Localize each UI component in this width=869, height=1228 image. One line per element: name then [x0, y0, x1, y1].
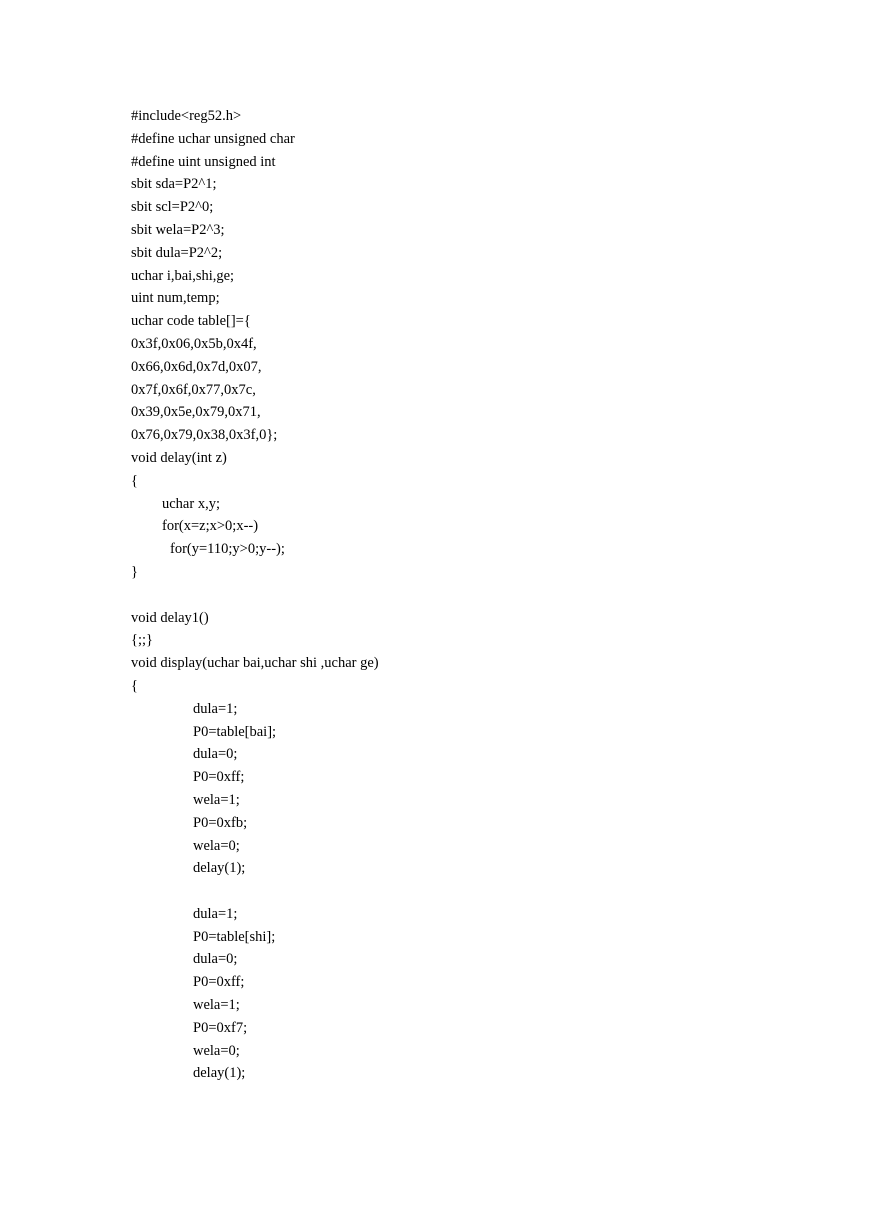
code-line: sbit sda=P2^1;: [131, 176, 217, 193]
code-line: 0x3f,0x06,0x5b,0x4f,: [131, 335, 257, 352]
code-line: P0=table[shi];: [193, 928, 276, 945]
code-line: delay(1);: [193, 860, 246, 877]
code-line: sbit dula=P2^2;: [131, 244, 223, 261]
code-line: #define uchar unsigned char: [131, 130, 295, 147]
code-line: wela=0;: [193, 1042, 240, 1059]
code-listing: [131, 105, 379, 1085]
code-line: wela=1;: [193, 791, 240, 808]
code-line: {: [131, 472, 138, 489]
code-line: dula=1;: [193, 905, 238, 922]
code-line: void display(uchar bai,uchar shi ,uchar ge): [131, 655, 379, 672]
blank-line: [131, 584, 379, 607]
code-line: void delay1(): [131, 609, 209, 626]
code-line: sbit wela=P2^3;: [131, 221, 225, 238]
code-line: P0=0xf7;: [193, 1019, 248, 1036]
code-line: #include<reg52.h>: [131, 108, 242, 124]
code-line: for(y=110;y>0;y--);: [170, 541, 285, 558]
code-line: uint num,temp;: [131, 290, 220, 307]
code-line: for(x=z;x>0;x--): [162, 518, 259, 535]
code-line: dula=1;: [193, 700, 238, 717]
code-line: dula=0;: [193, 951, 238, 968]
code-line: delay(1);: [193, 1065, 246, 1082]
blank-line: [131, 880, 379, 903]
code-line: }: [131, 563, 138, 580]
code-line: P0=0xff;: [193, 769, 245, 786]
code-line: #define uint unsigned int: [131, 153, 276, 170]
code-line: uchar i,bai,shi,ge;: [131, 267, 235, 284]
code-line: wela=1;: [193, 997, 240, 1014]
code-line: 0x66,0x6d,0x7d,0x07,: [131, 358, 262, 375]
code-line: dula=0;: [193, 746, 238, 763]
code-line: {;;}: [131, 632, 153, 649]
code-line: P0=table[bai];: [193, 723, 277, 740]
code-line: {: [131, 677, 138, 694]
code-line: uchar code table[]={: [131, 313, 251, 330]
code-line: uchar x,y;: [162, 495, 220, 512]
code-line: sbit scl=P2^0;: [131, 199, 214, 216]
code-line: void delay(int z): [131, 449, 227, 466]
code-line: 0x7f,0x6f,0x77,0x7c,: [131, 381, 256, 398]
code-line: 0x76,0x79,0x38,0x3f,0};: [131, 427, 278, 444]
code-line: P0=0xfb;: [193, 814, 248, 831]
code-line: P0=0xff;: [193, 974, 245, 991]
code-line: 0x39,0x5e,0x79,0x71,: [131, 404, 261, 421]
code-line: wela=0;: [193, 837, 240, 854]
